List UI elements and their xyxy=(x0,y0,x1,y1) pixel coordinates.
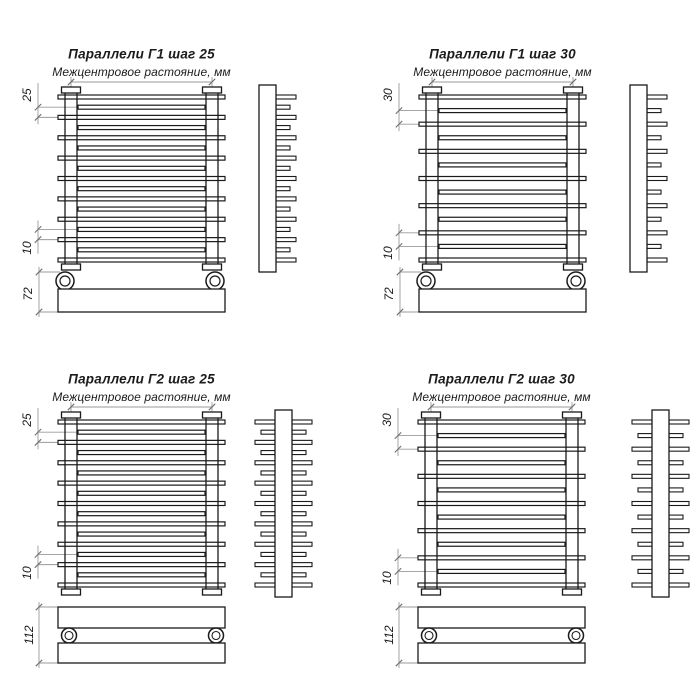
dim-depth-value: 72 xyxy=(382,287,396,301)
drawing-title: Параллели Г2 шаг 25 xyxy=(68,371,215,387)
drawing-title: Параллели Г2 шаг 30 xyxy=(428,371,575,387)
dim-depth-value: 112 xyxy=(22,625,36,645)
dim-pair-value: 10 xyxy=(20,240,34,255)
drawing-title: Параллели Г1 шаг 30 xyxy=(429,46,576,62)
center-distance-label: Межцентровое растояние, мм xyxy=(52,65,231,79)
dim-pair-value: 10 xyxy=(380,570,394,585)
drawing-title: Параллели Г1 шаг 25 xyxy=(68,46,215,62)
dim-pitch-value: 30 xyxy=(381,88,395,102)
dim-pitch-value: 25 xyxy=(20,413,34,427)
center-distance-label: Межцентровое растояние, мм xyxy=(413,65,592,79)
dim-pitch-value: 25 xyxy=(20,88,34,102)
dim-pitch-value: 30 xyxy=(380,413,394,427)
dim-depth-value: 112 xyxy=(382,625,396,645)
dim-pair-value: 10 xyxy=(381,245,395,260)
dim-pair-value: 10 xyxy=(20,565,34,580)
center-distance-label: Межцентровое растояние, мм xyxy=(52,390,231,404)
center-distance-label: Межцентровое растояние, мм xyxy=(412,390,591,404)
dim-depth-value: 72 xyxy=(21,287,35,301)
